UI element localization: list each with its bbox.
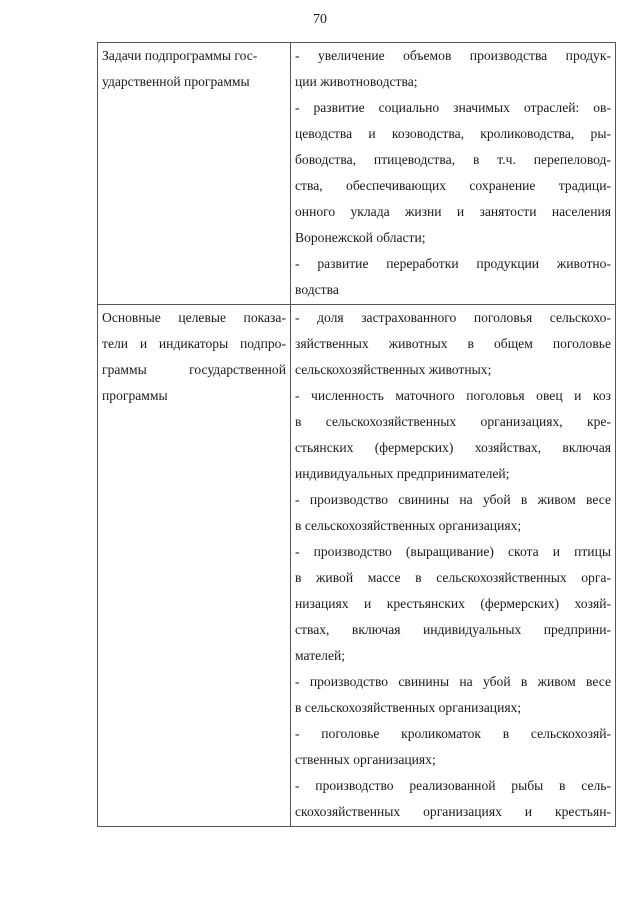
label-line: ударственной программы xyxy=(102,74,250,89)
text-line: - увеличение объемов производства продук- xyxy=(295,48,611,63)
label-line: Основные целевые показа- xyxy=(102,310,286,325)
text-line: цеводства и козоводства, кролиководства, ры- xyxy=(295,126,611,141)
text-line: водства xyxy=(295,282,339,297)
text-line: - производство реализованной рыбы в сель- xyxy=(295,778,611,793)
row-label-cell xyxy=(98,305,291,827)
text-line: низациях и крестьянских (фермерских) хозяй- xyxy=(295,596,611,611)
label-line: тели и индикаторы подпро- xyxy=(102,336,286,351)
text-line: - производство свинины на убой в живом весе xyxy=(295,492,611,507)
list-item xyxy=(295,383,611,487)
list-item xyxy=(295,721,611,773)
text-line: мателей; xyxy=(295,648,346,663)
list-item xyxy=(295,305,611,383)
text-line: - развитие переработки продукции животно- xyxy=(295,256,611,271)
text-line: в живой массе в сельскохозяйственных орга- xyxy=(295,570,611,585)
list-item xyxy=(295,95,611,251)
list-item xyxy=(295,539,611,669)
text-line: в сельскохозяйственных организациях; xyxy=(295,518,522,533)
text-line: - развитие социально значимых отраслей: ов- xyxy=(295,100,611,115)
text-line: ствах, включая индивидуальных предприни- xyxy=(295,622,611,637)
text-line: ственных организациях; xyxy=(295,752,436,767)
label-line: программы xyxy=(102,388,168,403)
text-line: ства, обеспечивающих сохранение традици- xyxy=(295,178,611,193)
text-line: - производство (выращивание) скота и птицы xyxy=(295,544,611,559)
text-line: - производство свинины на убой в живом весе xyxy=(295,674,611,689)
text-line: - поголовье кроликоматок в сельскохозяй- xyxy=(295,726,611,741)
text-line: онного уклада жизни и занятости населения xyxy=(295,204,611,219)
page-number: 70 xyxy=(313,12,327,27)
text-line: скохозяйственных организациях и крестьян- xyxy=(295,804,611,819)
list-item xyxy=(295,487,611,539)
row-label-cell xyxy=(98,43,291,305)
row-content-cell xyxy=(291,305,616,827)
text-line: боводства, птицеводства, в т.ч. перепеловод- xyxy=(295,152,611,167)
text-line: Воронежской области; xyxy=(295,230,426,245)
text-line: в сельскохозяйственных организациях; xyxy=(295,700,522,715)
text-line: - численность маточного поголовья овец и коз xyxy=(295,388,611,403)
table-row xyxy=(98,43,616,305)
list-item xyxy=(295,43,611,95)
list-item xyxy=(295,669,611,721)
text-line: в сельскохозяйственных организациях, кре- xyxy=(295,414,611,429)
text-line: ции животноводства; xyxy=(295,74,418,89)
row-content-cell xyxy=(291,43,616,305)
text-line: сельскохозяйственных животных; xyxy=(295,362,492,377)
text-line: - доля застрахованного поголовья сельскохо- xyxy=(295,310,611,325)
label-line: граммы государственной xyxy=(102,362,286,377)
text-line: стьянских (фермерских) хозяйствах, включая xyxy=(295,440,611,455)
text-line: зяйственных животных в общем поголовье xyxy=(295,336,611,351)
text-line: индивидуальных предпринимателей; xyxy=(295,466,510,481)
table-row xyxy=(98,305,616,827)
program-table xyxy=(97,42,616,827)
list-item xyxy=(295,251,611,303)
label-line: Задачи подпрограммы гос- xyxy=(102,48,258,63)
list-item xyxy=(295,773,611,825)
